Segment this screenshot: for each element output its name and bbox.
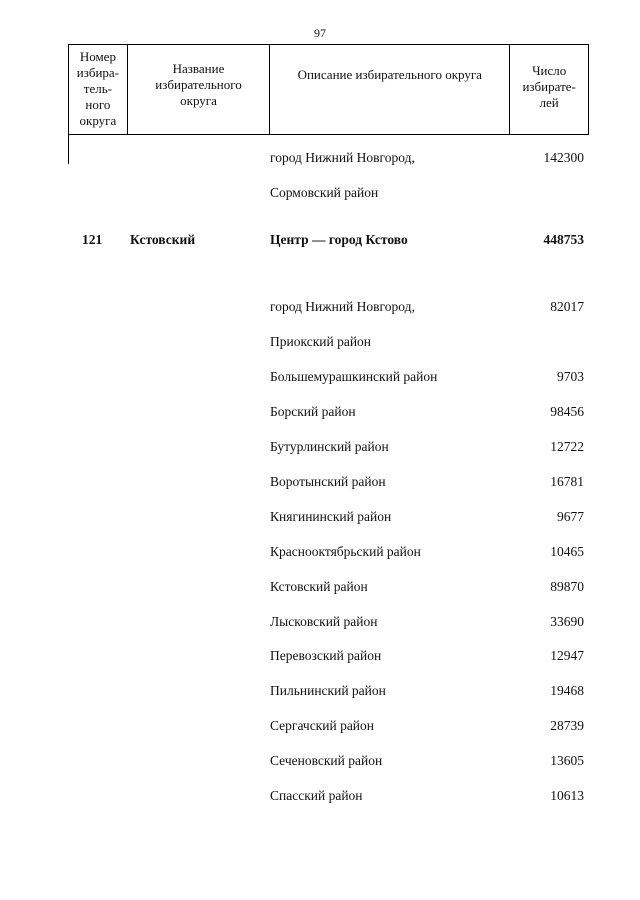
table-row [0,648,640,668]
cell-district-description: Приокский район [270,334,372,349]
table-row [0,439,640,459]
header-number-column [69,45,127,134]
table-row [0,614,640,634]
table-row [0,544,640,564]
cell-voter-count: 142300 [543,150,584,165]
cell-voter-count: 82017 [550,299,584,314]
header-description-label: Описание избирательного округа [297,67,482,82]
page-number: 97 [314,26,326,40]
header-voters-label: Число избирате- лей [522,63,576,110]
cell-district-description: Бутурлинский район [270,439,389,454]
cell-voter-count: 10465 [550,544,584,559]
table-row [0,334,640,354]
cell-district-description: Перевозский район [270,648,382,663]
cell-district-description: Сеченовский район [270,753,383,768]
cell-district-description: Центр — город Кстово [270,232,408,247]
cell-district-description: Большемурашкинский район [270,369,438,384]
cell-district-description: город Нижний Новгород, [270,150,415,165]
cell-district-description: Кстовский район [270,579,368,594]
cell-district-name: Кстовский [130,232,196,247]
cell-voter-count: 19468 [550,683,584,698]
header-voters-column [509,45,588,134]
cell-district-description: Спасский район [270,788,363,803]
cell-district-description: Воротынский район [270,474,386,489]
cell-voter-count: 33690 [550,614,584,629]
table-row [0,474,640,494]
table-row [0,753,640,773]
table-row [0,369,640,389]
cell-voter-count: 89870 [550,579,584,594]
table-row [0,150,640,170]
table-row [0,683,640,703]
cell-voter-count: 448753 [543,232,584,247]
cell-voter-count: 12947 [550,648,584,663]
table-row [0,509,640,529]
cell-voter-count: 16781 [550,474,584,489]
table-row [0,232,640,252]
table-row [0,404,640,424]
table-header [68,44,589,135]
cell-district-description: Краснооктябрьский район [270,544,421,559]
table-row [0,299,640,319]
cell-voter-count: 28739 [550,718,584,733]
cell-voter-count: 98456 [550,404,584,419]
cell-district-description: Пильнинский район [270,683,386,698]
table-row [0,718,640,738]
cell-district-description: город Нижний Новгород, [270,299,415,314]
table-row [0,579,640,599]
table-row [0,788,640,808]
cell-district-description: Борский район [270,404,356,419]
cell-district-description: Сормовский район [270,185,379,200]
cell-district-description: Сергачский район [270,718,375,733]
cell-district-number: 121 [82,232,103,247]
cell-voter-count: 12722 [550,439,584,454]
header-number-label: Номер избира- тель- ного округа [76,49,120,128]
cell-voter-count: 9677 [557,509,584,524]
cell-district-description: Княгининский район [270,509,392,524]
cell-voter-count: 10613 [550,788,584,803]
table-row [0,185,640,205]
header-description-column [269,45,509,134]
header-name-label: Название избирательного округа [155,61,242,108]
cell-voter-count: 9703 [557,369,584,384]
header-name-column [127,45,269,134]
cell-voter-count: 13605 [550,753,584,768]
cell-district-description: Лысковский район [270,614,378,629]
